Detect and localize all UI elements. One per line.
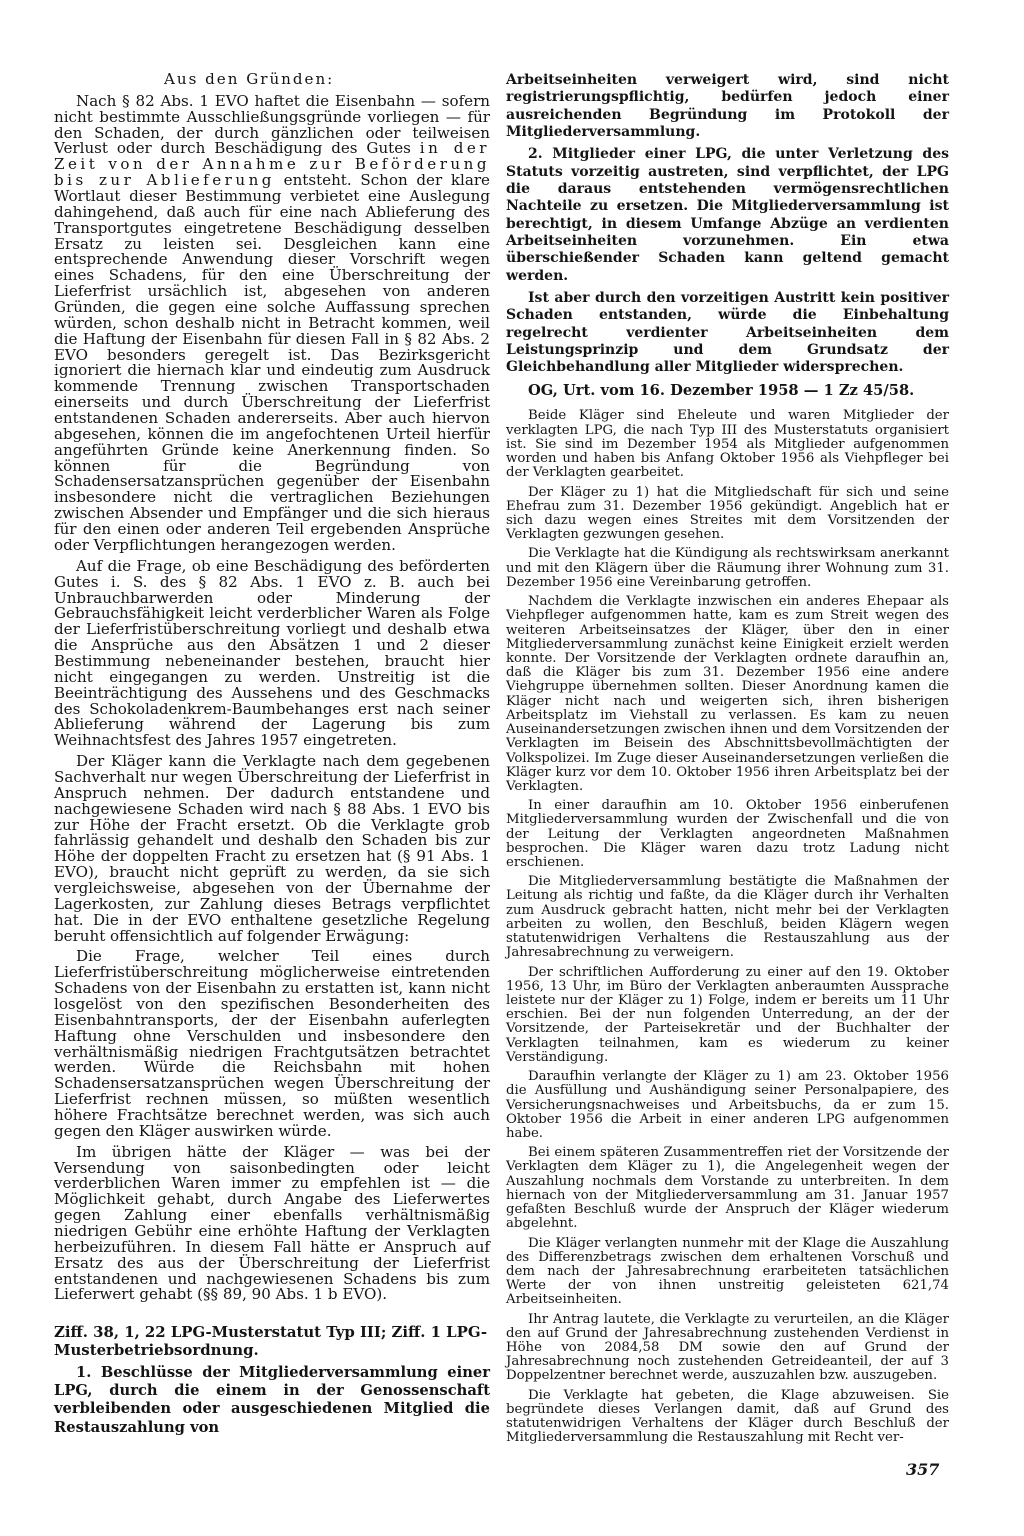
paragraph: Der Kläger kann die Verklagte nach dem gegebenen Sachverhalt nur wegen Überschreitung der Lieferfrist in Anspruch nehmen. Der dadurch entstandene und nachgewiesene Schaden wird nach § 88 Abs. 1 EVO bis zur Höhe der Fracht ersetzt. Ob die Verklagte grob fahrlässig gehandelt und deshalb den Schaden bis zur Höhe der doppelten Fracht zu ersetzen hat (§ 91 Abs. 1 EVO), braucht nicht geprüft zu werden, da sie sich vergleichsweise, abgesehen von der Übernahme der Lagerkosten, zur Zahlung dieses Betrags verpflichtet hat. Die in der EVO enthaltene gesetzliche Regelung beruht offensichtlich auf folgender Erwägung: <box>54 752 490 945</box>
paragraph: Die Verklagte hat gebeten, die Klage abzuweisen. Sie begründete dieses Verlangen damit, daß auf Grund des statutenwidrigen Verhaltens der Kläger durch Beschluß der Mitgliederversammlung die Restauszahlung mit Recht ver- <box>506 1387 949 1446</box>
paragraph: Der Kläger zu 1) hat die Mitgliedschaft für sich und seine Ehefrau zum 31. Dezember 1956 gekündigt. Angeblich hat er sich dazu wegen eines Streites mit dem Vorsitzenden der Verklagten gezwungen gesehen. <box>506 484 949 543</box>
paragraph: Die Kläger verlangten nunmehr mit der Klage die Auszahlung des Differenzbetrags zwischen dem erhaltenen Vorschuß und dem nach der Jahresabrechnung erarbeiteten tatsächlichen Werte der von ihnen unstreitig geleisteten 621,74 Arbeitseinheiten. <box>506 1235 949 1308</box>
legal-reference-heading: Ziff. 38, 1, 22 LPG-Musterstatut Typ III; Ziff. 1 LPG-Musterbetriebsordnung. <box>54 1323 488 1360</box>
right-column <box>506 72 949 1451</box>
headnote: 1. Beschlüsse der Mitgliederversammlung einer LPG, durch die einem in der Genossenschaft verbleibenden oder ausgeschiedenen Mitglied die Restauszahlung von <box>54 1363 490 1436</box>
paragraph: Die Mitgliederversammlung bestätigte die Maßnahmen der Leitung als richtig und faßte, da die Kläger durch ihr Verhalten zum Ausdruck gebracht hatten, nicht mehr bei der Verklagten arbeiten zu wollen, den Beschluß, beiden Klägern wegen statutenwidrigen Verhaltens die Restauszahlung aus der Jahresabrechnung zu verweigern. <box>506 874 949 961</box>
court-citation: OG, Urt. vom 16. Dezember 1958 — 1 Zz 45/58. <box>528 381 915 399</box>
left-column <box>54 72 490 1442</box>
paragraph: Die Frage, welcher Teil eines durch Lieferfristüberschreitung möglicherweise eintretenden Schadens von der Eisenbahn zu erstatten ist, kann nicht losgelöst von den spezifischen Besonderheiten des Eisenbahntransports, der der Eisenbahn auferlegten Haftung ohne Verschulden und insbesondere den verhältnismäßig niedrigen Frachtgutsätzen betrachtet werden. Würde die Reichsbahn mit hohen Schadensersatzansprüchen wegen Überschreitung der Lieferfrist rechnen müssen, so müßten wesentlich höhere Frachtsätze berechnet werden, was sich auch gegen den Kläger auswirken würde. <box>54 947 490 1140</box>
paragraph: Im übrigen hätte der Kläger — was bei der Versendung von saisonbedingten oder leicht verderblichen Waren immer zu empfehlen ist — die Möglichkeit gehabt, durch Angabe des Lieferwertes gegen Zahlung einer ebenfalls verhältnismäßig niedrigen Gebühr eine erhöhte Haftung der Verklagten herbeizuführen. In diesem Fall hätte er Anspruch auf Ersatz des aus der Überschreitung der Lieferfrist entstandenen und nachgewiesenen Schadens bis zum Lieferwert gehabt (§§ 89, 90 Abs. 1 b EVO). <box>54 1142 490 1304</box>
headnote-continued: Arbeitseinheiten verweigert wird, sind nicht registrierungspflichtig, bedürfen jedoch einer ausreichenden Begründung im Protokoll der Mitgliederversammlung. <box>506 72 949 140</box>
paragraph: Auf die Frage, ob eine Beschädigung des beförderten Gutes i. S. des § 82 Abs. 1 EVO z. B. auch bei Unbrauchbarwerden oder Minderung der Gebrauchsfähigkeit leicht verderblicher Waren als Folge der Lieferfristüberschreitung vorliegt und deshalb etwa die Ansprüche aus den Absätzen 1 und 2 dieser Bestimmung nebeneinander bestehen, braucht hier nicht eingegangen zu werden. Unstreitig ist die Beeinträchtigung des Aussehens und des Geschmacks des Schokoladenkrem-Baumbehanges erst nach seiner Ablieferung während der Lagerung bis zum Weihnachtsfest des Jahres 1957 eingetreten. <box>54 556 490 750</box>
paragraph: Die Verklagte hat die Kündigung als rechtswirksam anerkannt und mit den Klägern über die Räumung ihrer Wohnung zum 31. Dezember 1956 eine Vereinbarung getroffen. <box>506 546 949 590</box>
paragraph: Ihr Antrag lautete, die Verklagte zu verurteilen, an die Kläger den auf Grund der Jahresabrechnung zustehenden Verdienst in Höhe von 2084,58 DM sowie den auf Grund der Jahresabrechnung noch zustehenden Getreideanteil, der auf 3 Doppelzentner berechnet werde, auszuzahlen bzw. auszugeben. <box>506 1311 949 1384</box>
paragraph: Der schriftlichen Aufforderung zu einer auf den 19. Oktober 1956, 13 Uhr, im Büro der Verklagten anberaumten Aussprache leistete nur der Kläger zu 1) Folge, indem er bereits um 11 Uhr erschien. Bei der nun folgenden Unterredung, an der der Vorsitzende, der Parteisekretär und der Buchhalter der Verklagten teilnahmen, kam es wiederum zu keiner Verständigung. <box>506 964 949 1065</box>
text-run: Nach § 82 Abs. 1 EVO haftet die Eisenbahn — sofern nicht bestimmte Ausschließungsgründe vorliegen — für den Schaden, der durch gänzlichen oder teilweisen Verlust oder durch Beschädigung des Gutes <box>54 91 490 158</box>
spaced-emphasis: in der Zeit von der Annahme zur Beförderung bis zur Ablieferung <box>54 139 491 190</box>
headnote: Ist aber durch den vorzeitigen Austritt kein positiver Schaden entstanden, würde die Einbehaltung regelrecht verdienter Arbeitseinheiten dem Leistungsprinzip und dem Grundsatz der Gleichbehandlung aller Mitglieder widersprechen. <box>506 289 949 376</box>
paragraph <box>54 91 491 554</box>
page-number: 357 <box>906 1460 940 1479</box>
headnote: 2. Mitglieder einer LPG, die unter Verletzung des Statuts vorzeitig austreten, sind verpflichtet, der LPG die daraus entstehenden vermögensrechtlichen Nachteile zu ersetzen. Die Mitgliederversammlung ist berechtigt, in diesem Umfange Abzüge an verdienten Arbeitseinheiten vorzunehmen. Ein etwa überschießender Schaden kann geltend gemacht werden. <box>506 146 949 284</box>
section-heading: Aus den Gründen: <box>164 70 335 88</box>
paragraph: Daraufhin verlangte der Kläger zu 1) am 23. Oktober 1956 die Ausfüllung und Aushändigung seiner Personalpapiere, des Versicherungsnachweises und Arbeitsbuchs, da er zum 15. Oktober 1956 die Arbeit in einer anderen LPG aufgenommen habe. <box>506 1069 949 1141</box>
paragraph: Beide Kläger sind Eheleute und waren Mitglieder der verklagten LPG, die nach Typ III des Musterstatuts organisiert ist. Sie sind im Dezember 1954 als Mitglieder aufgenommen worden und haben bis Anfang Oktober 1956 als Viehpfleger bei der Verklagten gearbeitet. <box>506 408 949 481</box>
paragraph: In einer daraufhin am 10. Oktober 1956 einberufenen Mitgliederversammlung wurden der Zwischenfall und die von der Leitung der Verklagten angeordneten Maßnahmen besprochen. Die Kläger waren dazu trotz Ladung nicht erschienen. <box>506 798 949 871</box>
paragraph: Nachdem die Verklagte inzwischen ein anderes Ehepaar als Viehpfleger aufgenommen hatte, kam es zum Streit wegen des weiteren Arbeitseinsatzes der Kläger, über den in einer Mitgliederversammlung zunächst keine Einigkeit erzielt werden konnte. Der Vorsitzende der Verklagten ordnete daraufhin an, daß die Kläger bis zum 31. Dezember 1956 eine andere Viehgruppe übernehmen sollten. Dieser Anordnung kamen die Kläger nicht nach und weigerten sich, ihren bisherigen Arbeitsplatz im Viehstall zu verlassen. Es kam zu neuen Auseinandersetzungen zwischen ihnen und dem Vorsitzenden der Verklagten im Beisein des Abschnittsbevollmächtigten der Volkspolizei. Im Zuge dieser Auseinandersetzungen verließen die Kläger kurz vor dem 10. Oktober 1956 ihren Arbeitsplatz bei der Verklagten. <box>506 594 949 794</box>
paragraph: Bei einem späteren Zusammentreffen riet der Vorsitzende der Verklagten dem Kläger zu 1), die Angelegenheit wegen der Auszahlung nochmals dem Vorstande zu unterbreiten. In dem hiernach von der Mitgliederversammlung am 31. Januar 1957 gefaßten Beschluß wurde der Anspruch der Kläger wiederum abgelehnt. <box>506 1145 949 1232</box>
text-run: entsteht. Schon der klare Wortlaut dieser Bestimmung verbietet eine Auslegung dahingehend, daß auch für eine nach Ablieferung des Transportgutes eingetretene Beschädigung desselben Ersatz zu leisten sei. Desgleichen kann eine entsprechende Anwendung dieser Vorschrift wegen eines Schadens, für den eine Überschreitung der Lieferfrist ursächlich ist, abgesehen von anderen Gründen, die gegen eine solche Auffassung sprechen würden, schon deshalb nicht in Betracht kommen, weil die Haftung der Eisenbahn für diesen Fall in § 82 Abs. 2 EVO besonders geregelt ist. Das Bezirksgericht ignoriert die hiernach klar und eindeutig zum Ausdruck kommende Trennung zwischen Transportschaden einerseits und durch Überschreitung der Lieferfrist entstandenen Schaden andererseits. Aber auch hiervon abgesehen, können die im angefochtenen Urteil hierfür angeführten Gründe keine Anerkennung finden. So können für die Begründung von Schadensersatzansprüchen gegenüber der Eisenbahn insbesondere nicht die vertraglichen Beziehungen zwischen Absender und Empfänger und die sich hieraus für den einen oder anderen Teil ergebenden Ansprüche oder Verpflichtungen herangezogen werden. <box>54 171 490 554</box>
